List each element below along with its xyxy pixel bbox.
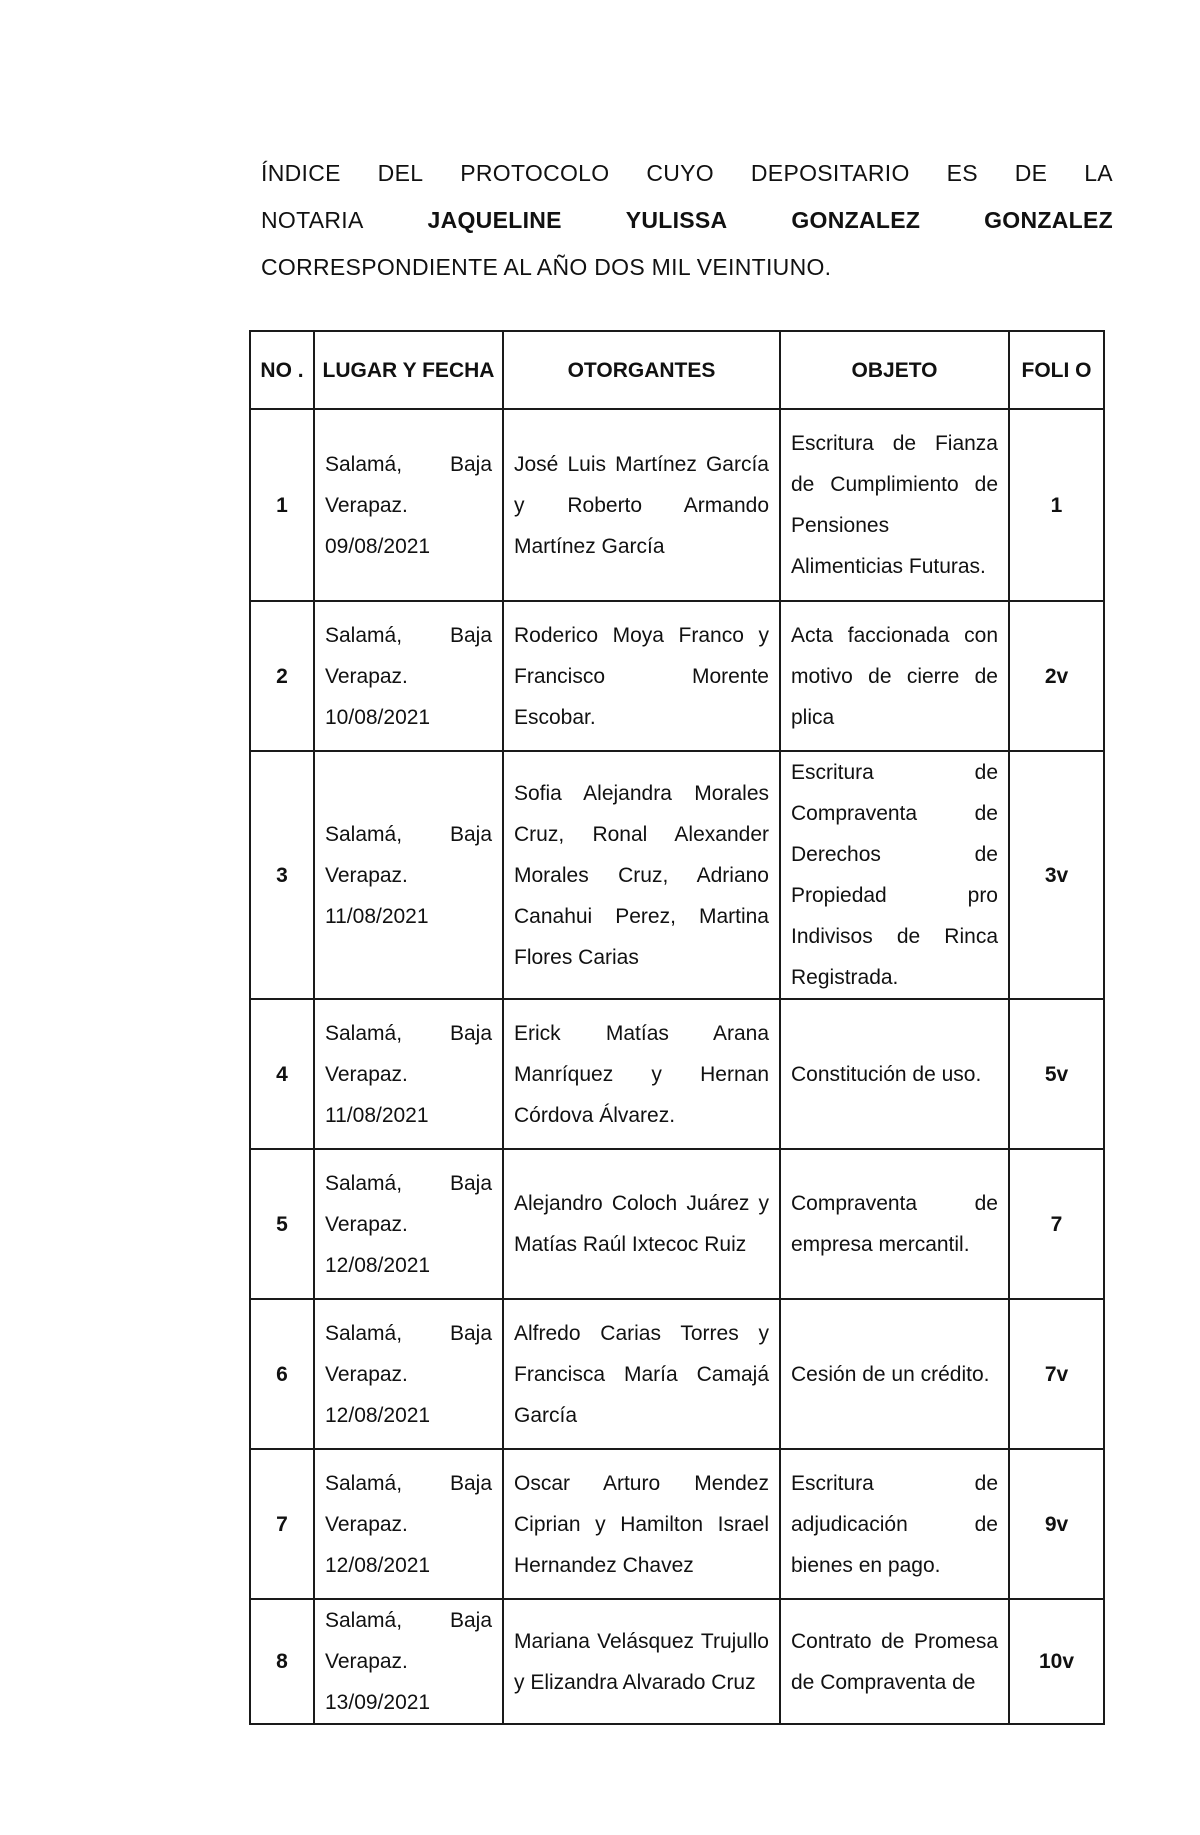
cell-no: 6 xyxy=(250,1299,314,1449)
notary-name-word: YULISSA xyxy=(625,207,728,233)
notary-name-word: GONZALEZ xyxy=(791,207,921,233)
cell-lugar-fecha: Salamá, Baja Verapaz. 12/08/2021 xyxy=(314,1149,503,1299)
cell-otorgantes: Mariana Velásquez Trujullo y Elizandra Alvarado Cruz xyxy=(503,1599,780,1724)
title-line-1 xyxy=(261,150,1113,197)
title-notaria-label: NOTARIA xyxy=(261,207,364,233)
title-line-1-word: DE xyxy=(1014,160,1048,186)
cell-objeto: Escritura de Fianza de Cumplimiento de Pensiones Alimenticias Futuras. xyxy=(780,409,1009,601)
header-objeto: OBJETO xyxy=(780,331,1009,409)
cell-folio: 3v xyxy=(1009,751,1104,999)
cell-lugar-fecha: Salamá, Baja Verapaz. 13/09/2021 xyxy=(314,1599,503,1724)
cell-folio: 10v xyxy=(1009,1599,1104,1724)
title-line-1-word: ES xyxy=(946,160,978,186)
cell-otorgantes: José Luis Martínez García y Roberto Armando Martínez García xyxy=(503,409,780,601)
cell-otorgantes: Sofia Alejandra Morales Cruz, Ronal Alexander Morales Cruz, Adriano Canahui Perez, Martina Flores Carias xyxy=(503,751,780,999)
cell-otorgantes: Alfredo Carias Torres y Francisca María Camajá García xyxy=(503,1299,780,1449)
cell-folio: 1 xyxy=(1009,409,1104,601)
table-header-row xyxy=(250,331,1104,409)
cell-no: 2 xyxy=(250,601,314,751)
header-otorgantes: OTORGANTES xyxy=(503,331,780,409)
cell-no: 4 xyxy=(250,999,314,1149)
document-title xyxy=(261,150,1113,291)
notary-name-word: JAQUELINE xyxy=(427,207,562,233)
header-folio: FOLI O xyxy=(1009,331,1104,409)
cell-lugar-fecha: Salamá, Baja Verapaz. 10/08/2021 xyxy=(314,601,503,751)
cell-folio: 2v xyxy=(1009,601,1104,751)
title-line-1-word: ÍNDICE xyxy=(261,160,341,186)
cell-otorgantes: Alejandro Coloch Juárez y Matías Raúl Ixtecoc Ruiz xyxy=(503,1149,780,1299)
title-line-1-word: LA xyxy=(1084,160,1113,186)
cell-no: 7 xyxy=(250,1449,314,1599)
cell-objeto: Compraventa de empresa mercantil. xyxy=(780,1149,1009,1299)
cell-objeto: Escritura de Compraventa de Derechos de Propiedad pro Indivisos de Rinca Registrada. xyxy=(780,751,1009,999)
title-line-3 xyxy=(261,244,1113,291)
cell-objeto: Escritura de adjudicación de bienes en pago. xyxy=(780,1449,1009,1599)
title-line-1-word: DEL xyxy=(377,160,424,186)
table-row xyxy=(250,1599,1104,1724)
title-line-2 xyxy=(261,197,1113,244)
notary-name-word: GONZALEZ xyxy=(984,207,1113,233)
cell-no: 8 xyxy=(250,1599,314,1724)
cell-otorgantes: Erick Matías Arana Manríquez y Hernan Córdova Álvarez. xyxy=(503,999,780,1149)
header-no: NO . xyxy=(250,331,314,409)
table-row xyxy=(250,1299,1104,1449)
cell-objeto: Contrato de Promesa de Compraventa de xyxy=(780,1599,1009,1724)
table-row xyxy=(250,601,1104,751)
cell-lugar-fecha: Salamá, Baja Verapaz. 12/08/2021 xyxy=(314,1299,503,1449)
table-row xyxy=(250,1149,1104,1299)
header-lugar-fecha: LUGAR Y FECHA xyxy=(314,331,503,409)
table-row xyxy=(250,409,1104,601)
title-line-1-word: DEPOSITARIO xyxy=(750,160,910,186)
cell-objeto: Constitución de uso. xyxy=(780,999,1009,1149)
cell-folio: 7 xyxy=(1009,1149,1104,1299)
cell-no: 5 xyxy=(250,1149,314,1299)
title-line-1-word: CUYO xyxy=(646,160,714,186)
cell-lugar-fecha: Salamá, Baja Verapaz. 09/08/2021 xyxy=(314,409,503,601)
cell-no: 3 xyxy=(250,751,314,999)
cell-lugar-fecha: Salamá, Baja Verapaz. 11/08/2021 xyxy=(314,999,503,1149)
cell-objeto: Acta faccionada con motivo de cierre de plica xyxy=(780,601,1009,751)
title-line-1-word: PROTOCOLO xyxy=(460,160,610,186)
cell-otorgantes: Roderico Moya Franco y Francisco Morente Escobar. xyxy=(503,601,780,751)
cell-lugar-fecha: Salamá, Baja Verapaz. 11/08/2021 xyxy=(314,751,503,999)
protocol-index-table xyxy=(249,330,1105,1725)
cell-objeto: Cesión de un crédito. xyxy=(780,1299,1009,1449)
title-line-3-text: CORRESPONDIENTE AL AÑO DOS MIL VEINTIUNO. xyxy=(261,254,832,280)
cell-folio: 7v xyxy=(1009,1299,1104,1449)
cell-folio: 5v xyxy=(1009,999,1104,1149)
table-row xyxy=(250,1449,1104,1599)
table-row xyxy=(250,751,1104,999)
cell-folio: 9v xyxy=(1009,1449,1104,1599)
cell-otorgantes: Oscar Arturo Mendez Ciprian y Hamilton Israel Hernandez Chavez xyxy=(503,1449,780,1599)
cell-lugar-fecha: Salamá, Baja Verapaz. 12/08/2021 xyxy=(314,1449,503,1599)
cell-no: 1 xyxy=(250,409,314,601)
table-row xyxy=(250,999,1104,1149)
